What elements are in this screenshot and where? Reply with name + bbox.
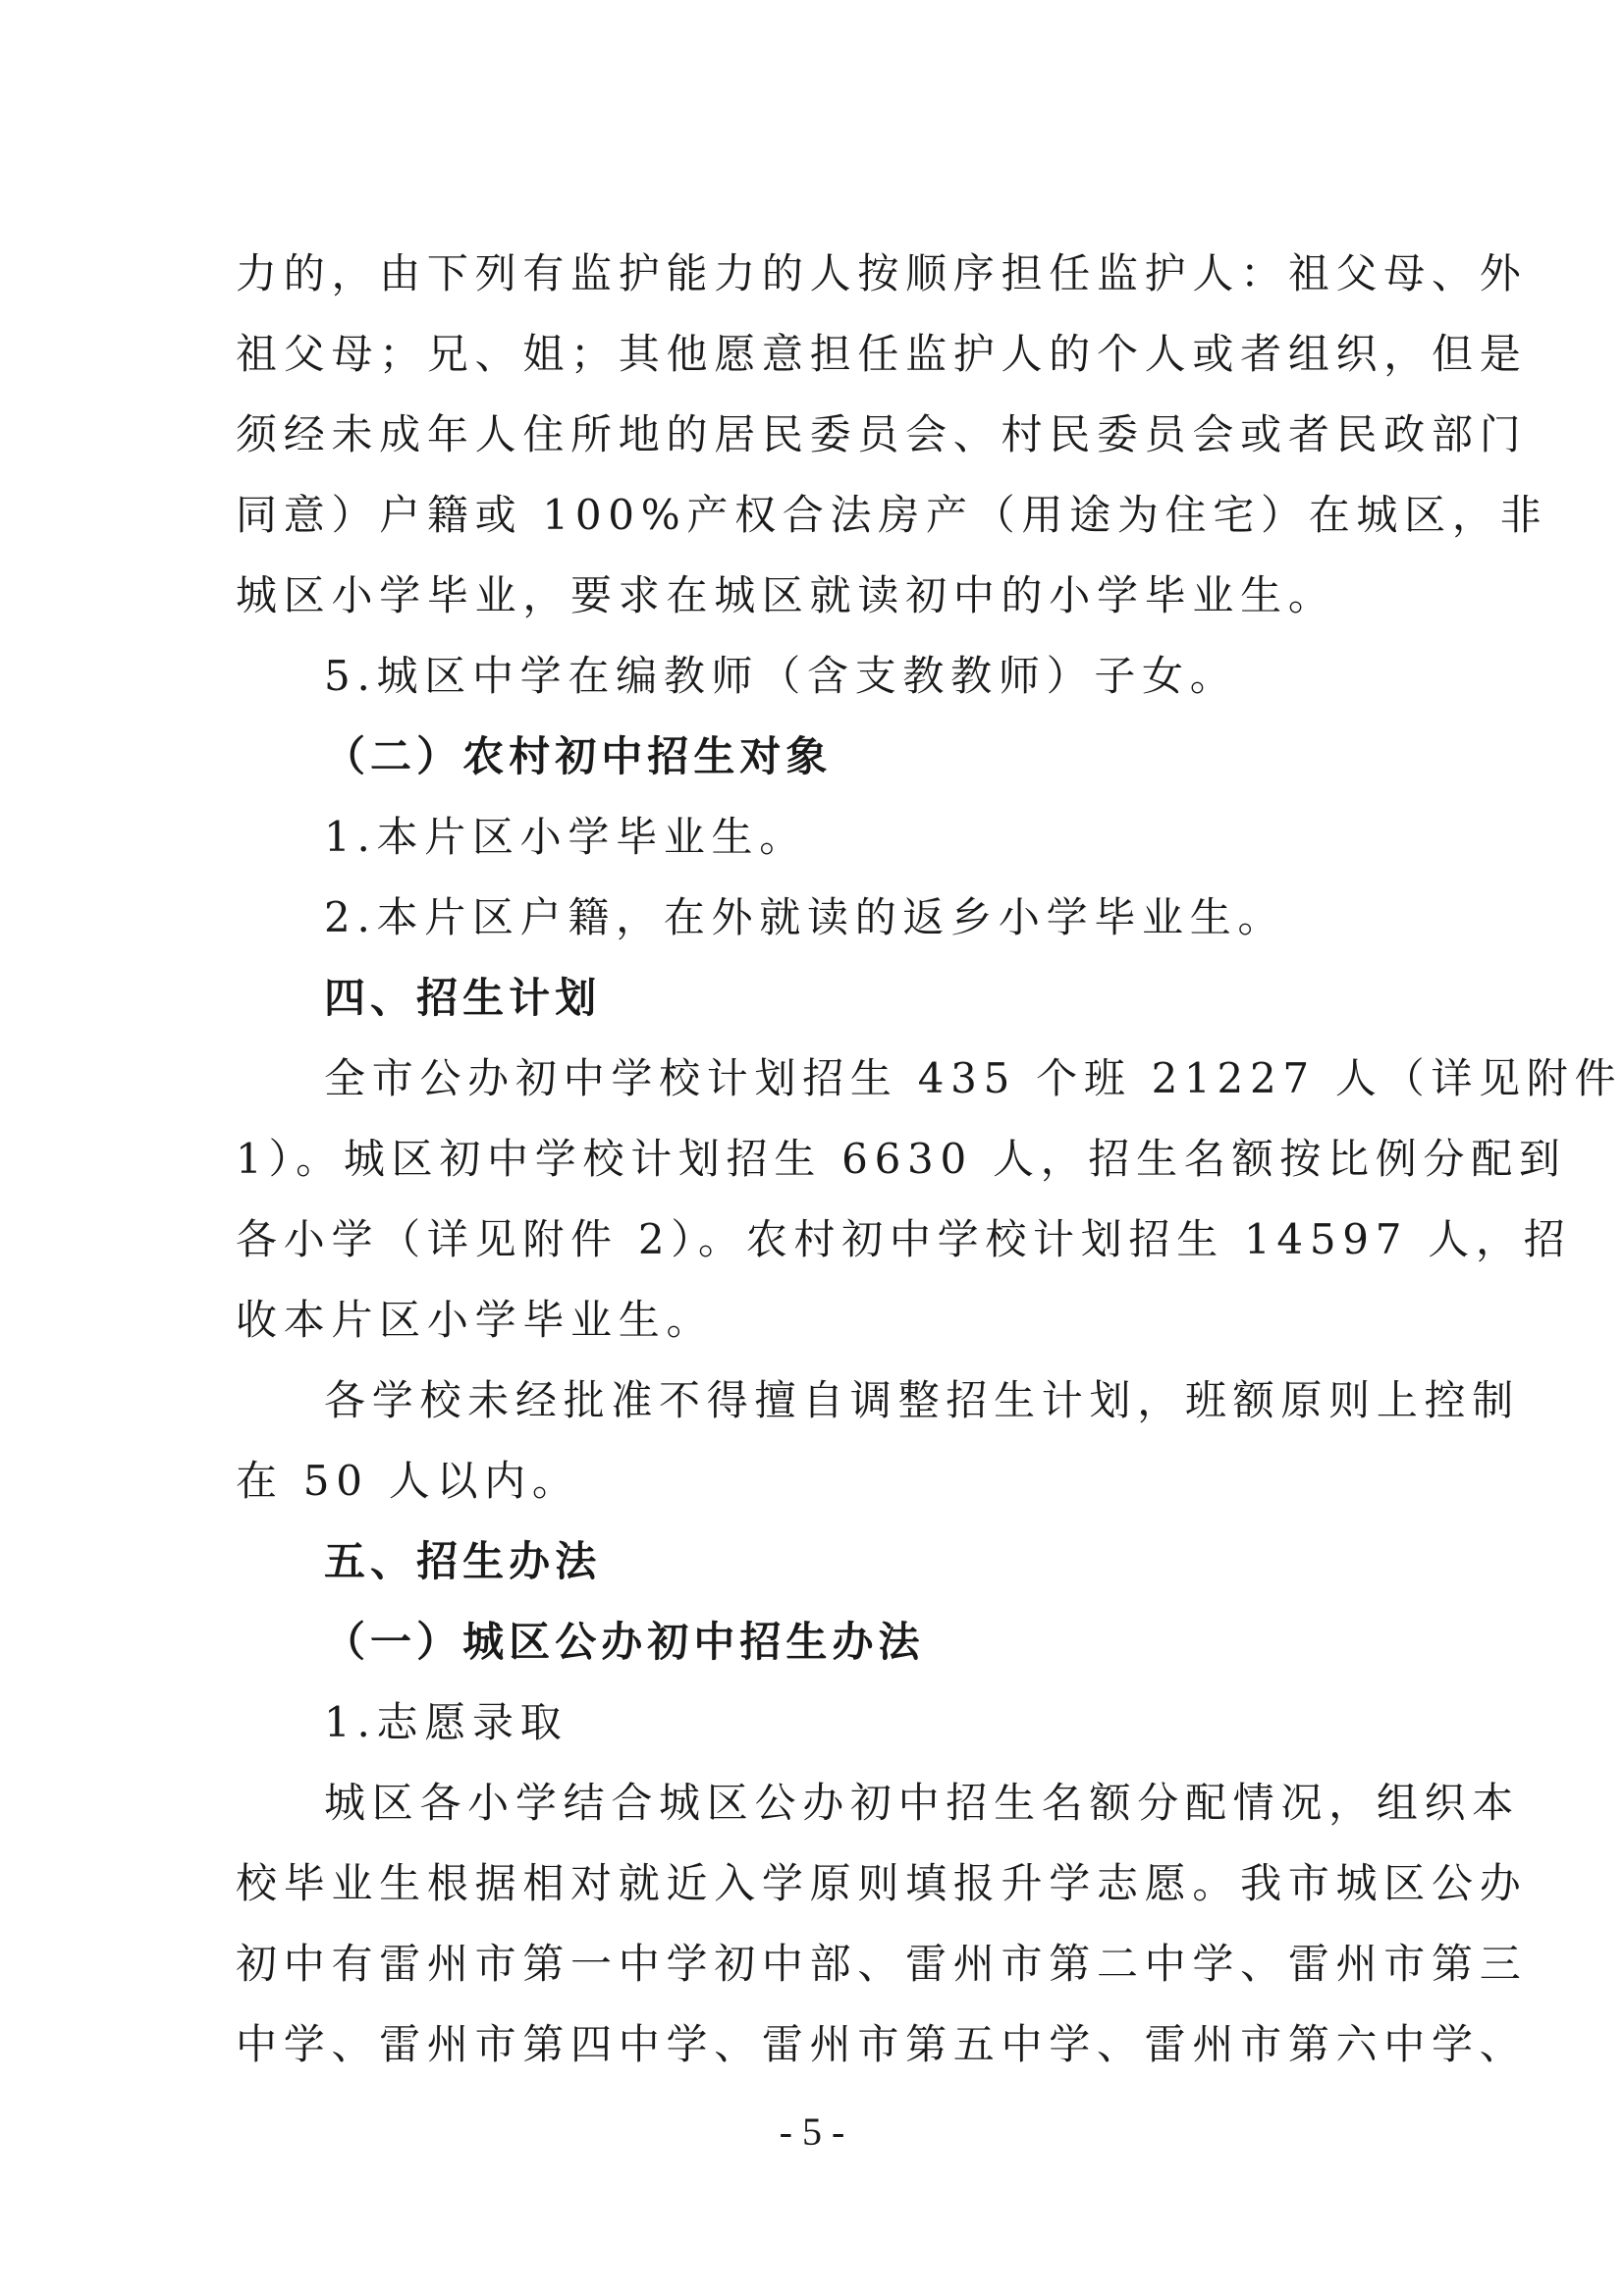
section-heading: 四、招生计划 [324,974,602,1022]
page-number: - 5 - [779,2109,845,2154]
body-line: 同意）户籍或 100%产权合法房产（用途为住宅）在城区，非 [236,491,1548,539]
subsection-heading: （一）城区公办初中招生办法 [324,1618,925,1666]
list-item: 2.本片区户籍，在外就读的返乡小学毕业生。 [324,893,1286,941]
paragraph-line: 1）。城区初中学校计划招生 6630 人，招生名额按比例分配到 [236,1135,1567,1183]
paragraph-line: 校毕业生根据相对就近入学原则填报升学志愿。我市城区公办 [236,1859,1528,1907]
paragraph-line: 城区各小学结合城区公办初中招生名额分配情况，组织本 [324,1779,1521,1827]
paragraph-line: 初中有雷州市第一中学初中部、雷州市第二中学、雷州市第三 [236,1940,1528,1988]
list-item: 1.志愿录取 [324,1698,568,1746]
document-body [236,234,1623,2085]
paragraph-line: 在 50 人以内。 [236,1457,580,1505]
paragraph-line: 各学校未经批准不得擅自调整招生计划，班额原则上控制 [324,1376,1521,1424]
subsection-heading: （二）农村初中招生对象 [324,732,833,780]
paragraph-line: 各小学（详见附件 2）。农村初中学校计划招生 14597 人，招 [236,1215,1572,1263]
section-heading: 五、招生办法 [324,1537,602,1585]
body-line: 祖父母；兄、姐；其他愿意担任监护人的个人或者组织，但是 [236,330,1528,378]
paragraph-line: 全市公办初中学校计划招生 435 个班 21227 人（详见附件 [324,1054,1623,1102]
paragraph-line: 中学、雷州市第四中学、雷州市第五中学、雷州市第六中学、 [236,2020,1528,2068]
body-line: 城区小学毕业，要求在城区就读初中的小学毕业生。 [236,571,1336,619]
list-item: 5.城区中学在编教师（含支教教师）子女。 [324,652,1238,700]
paragraph-line: 收本片区小学毕业生。 [236,1296,715,1344]
list-item: 1.本片区小学毕业生。 [324,813,807,861]
body-line: 须经未成年人住所地的居民委员会、村民委员会或者民政部门 [236,410,1528,458]
body-line: 力的，由下列有监护能力的人按顺序担任监护人：祖父母、外 [236,249,1528,297]
